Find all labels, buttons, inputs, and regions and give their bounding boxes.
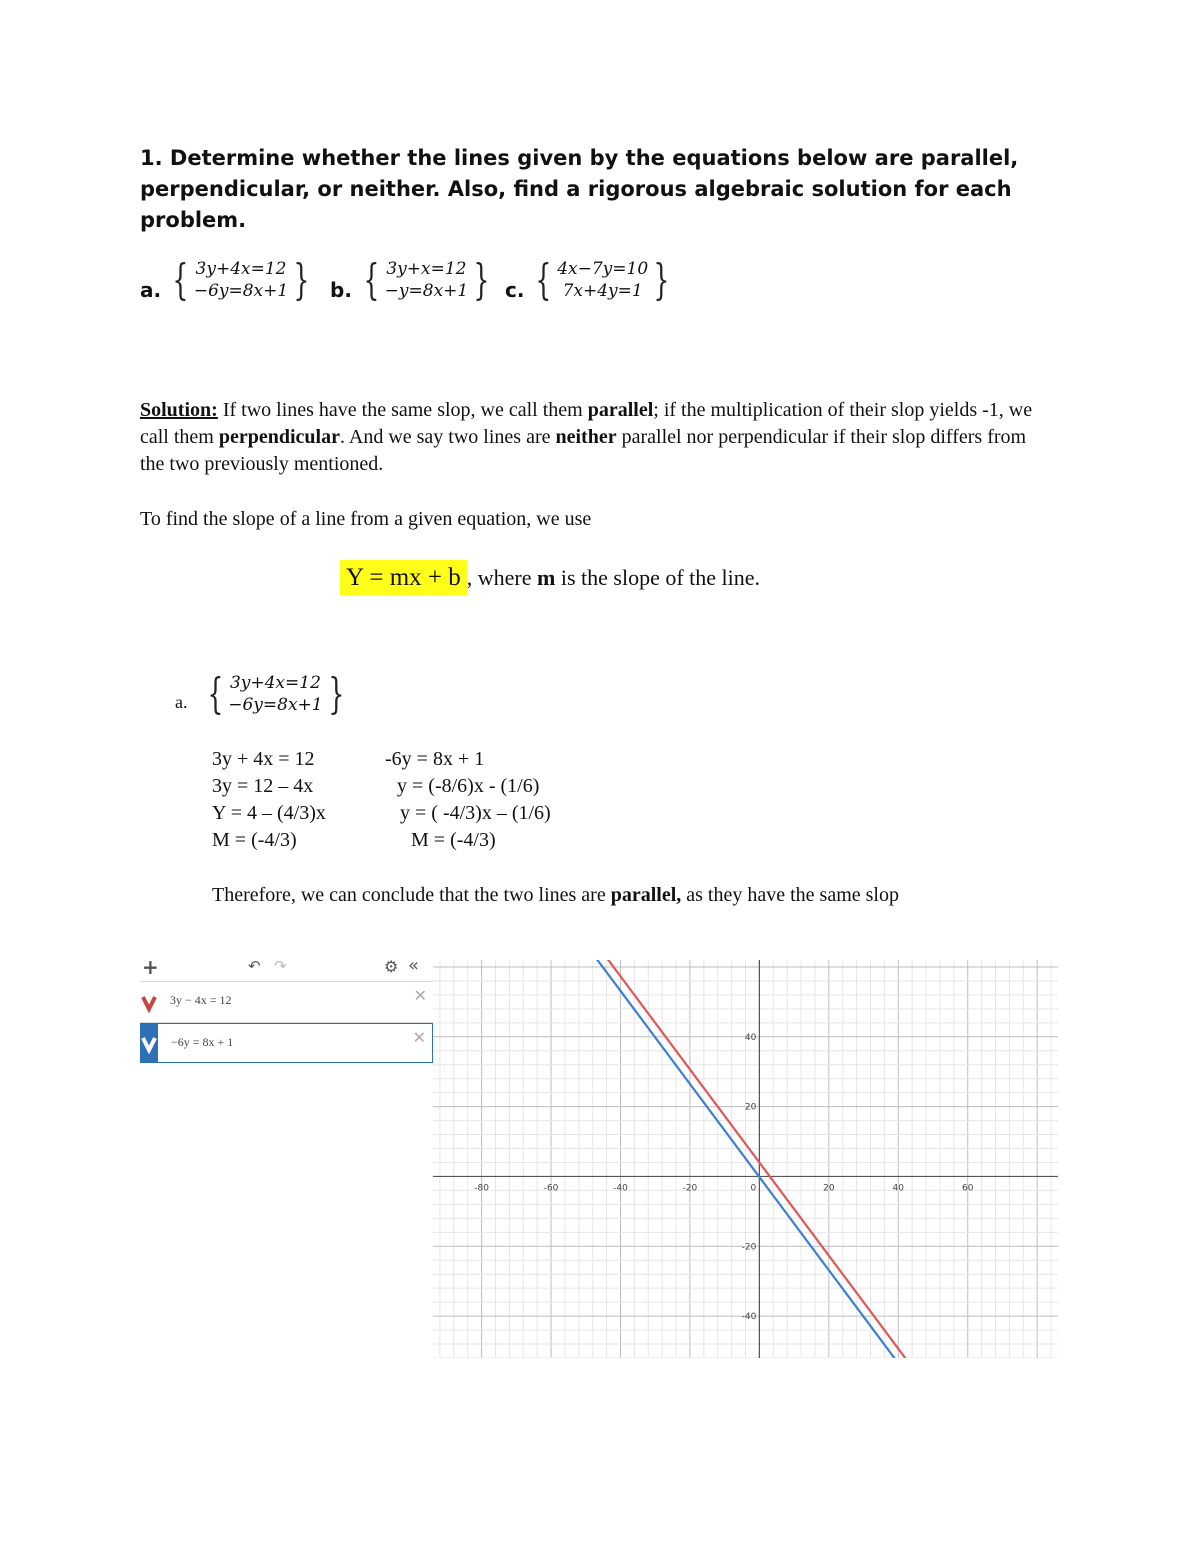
system-c [505,255,675,304]
system-equations [228,672,322,716]
step: y = ( -4/3)x – (1/6) [400,802,551,824]
conclusion-parallel: parallel, [610,884,682,906]
redo-icon[interactable]: ↷ [274,957,287,975]
system-equations [194,258,288,302]
plus-icon[interactable]: + [142,955,159,979]
slope-intro: To find the slope of a line from a given equation, we use [140,508,592,530]
expression-text[interactable]: 3y − 4x = 12 [170,993,232,1007]
gear-icon[interactable]: ⚙ [384,957,399,976]
system-eq1: 4x−7y=10 [557,259,649,279]
formula-text: , where [466,565,538,590]
left-brace: { [206,669,223,718]
step: 3y = 12 – 4x [212,775,314,797]
checkmark-icon [141,991,157,1013]
system-equations [385,258,469,302]
y-tick-label: -20 [741,1242,757,1253]
right-brace: } [293,255,310,304]
x-tick-label: -20 [682,1183,698,1194]
left-brace: { [363,255,380,304]
checkmark-icon [141,1032,157,1054]
formula-text: is the slope of the line. [555,565,761,590]
delete-expression-icon[interactable]: ✕ [413,986,427,1005]
conclusion-text: Therefore, we can conclude that the two lines are [212,884,611,906]
term-perpendicular: perpendicular [218,426,340,448]
right-brace: } [653,255,670,304]
step: M = (-4/3) [411,829,496,851]
system-eq1: 3y+4x=12 [195,259,287,279]
x-tick-label: 40 [892,1183,905,1194]
solution-text: ; if the multiplication of their slop yields -1, we call them [140,399,1033,448]
formula-m: m [537,565,556,590]
y-tick-label: 20 [744,1102,757,1113]
x-tick-label: 20 [823,1183,835,1194]
expression-row-1[interactable] [140,982,433,1023]
solution-paragraph [140,397,1040,478]
x-tick-label: -40 [613,1183,628,1194]
step: 3y + 4x = 12 [212,748,315,770]
expression-toolbar [140,955,433,982]
y-tick-label: 40 [744,1032,757,1043]
step: Y = 4 – (4/3)x [212,802,326,824]
system-eq2: −y=8x+1 [384,281,469,301]
solution-label: Solution: [140,399,218,421]
part-a-letter: a. [175,692,188,712]
step: y = (-8/6)x - (1/6) [397,775,540,797]
slope-formula [340,558,760,600]
system-a [140,255,315,304]
conclusion [212,882,1072,909]
system-eq2: −6y=8x+1 [228,695,323,715]
conclusion-text: as they have the same slop [681,884,899,906]
part-a-system [175,669,349,718]
system-equations [557,258,648,302]
system-b [330,255,495,304]
left-brace: { [172,255,189,304]
y-tick-label: -40 [741,1312,757,1323]
x-tick-label: -60 [543,1183,559,1194]
right-brace: } [327,669,344,718]
system-letter: c. [505,278,525,302]
term-parallel: parallel [587,399,654,421]
left-brace: { [535,255,552,304]
solution-text: parallel nor perpendicular if their slop differs from the two previously mentioned. [140,426,1027,475]
graph-canvas[interactable] [433,960,1058,1358]
expression-color-tab[interactable] [140,982,158,1022]
right-derivation [385,746,551,854]
undo-icon[interactable]: ↶ [248,957,261,975]
step: M = (-4/3) [212,829,297,851]
system-eq2: 7x+4y=1 [562,281,643,301]
highlighted-formula: Y = mx + b [340,560,467,595]
solution-text: If two lines have the same slop, we call them [217,399,588,421]
solution-text: . And we say two lines are [339,426,556,448]
system-letter: b. [330,278,352,302]
x-tick-label: 0 [750,1183,757,1194]
expression-row-2[interactable] [140,1023,433,1063]
system-eq1: 3y+x=12 [386,259,467,279]
x-tick-label: 60 [961,1183,974,1194]
delete-expression-icon[interactable]: ✕ [412,1028,426,1047]
right-brace: } [473,255,490,304]
step: -6y = 8x + 1 [385,748,485,770]
left-derivation [212,746,326,854]
expression-text[interactable]: −6y = 8x + 1 [171,1035,234,1049]
collapse-icon[interactable]: « [408,955,420,976]
system-letter: a. [140,278,162,302]
question-title: 1. Determine whether the lines given by the equations below are parallel, perpendicular, or neither. Also, find a rigorous algebraic solution for each problem. [140,146,1019,232]
system-eq1: 3y+4x=12 [229,673,321,693]
term-neither: neither [555,426,617,448]
x-tick-label: -80 [474,1183,489,1194]
system-eq2: −6y=8x+1 [193,281,289,301]
expression-color-tab[interactable] [140,1023,158,1063]
